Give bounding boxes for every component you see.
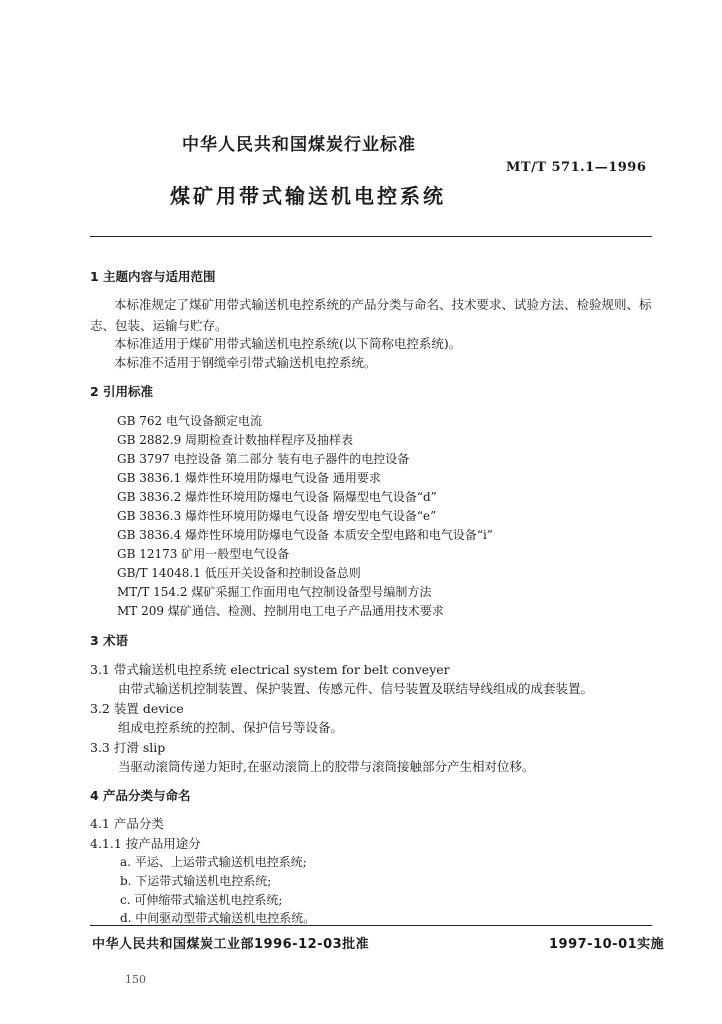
footer-divider (90, 925, 652, 926)
section-1-heading: 1 主题内容与适用范围 (90, 269, 216, 284)
reference-item: GB 12173 矿用一般型电气设备 (117, 547, 290, 561)
section-1-para-3: 本标准不适用于钢缆牵引带式输送机电控系统。 (114, 355, 377, 370)
term-3-definition: 当驱动滚筒传递力矩时,在驱动滚筒上的胶带与滚筒接触部分产生相对位移。 (118, 759, 535, 774)
term-3-heading: 3.3 打滑 slip (90, 740, 166, 755)
reference-item: GB/T 14048.1 低压开关设备和控制设备总则 (117, 566, 361, 580)
approval-statement: 中华人民共和国煤炭工业部1996-12-03批准 (92, 937, 370, 952)
reference-item: GB 3836.4 爆炸性环境用防爆电气设备 本质安全型电路和电气设备“i” (117, 528, 493, 542)
term-1-heading: 3.1 带式输送机电控系统 electrical system for belt conveyer (90, 662, 450, 677)
reference-item: GB 3797 电控设备 第二部分 装有电子器件的电控设备 (117, 452, 410, 466)
reference-item: GB 3836.1 爆炸性环境用防爆电气设备 通用要求 (117, 471, 381, 485)
section-1-para-1-line-1: 本标准规定了煤矿用带式输送机电控系统的产品分类与命名、技术要求、试验方法、检验规则、标 (114, 297, 652, 312)
term-2-definition: 组成电控系统的控制、保护信号等设备。 (118, 720, 344, 735)
list-item: a. 平运、上运带式输送机电控系统; (120, 855, 307, 869)
implementation-date: 1997-10-01实施 (549, 937, 665, 952)
subsection-4-1: 4.1 产品分类 (90, 816, 164, 831)
section-1-para-2: 本标准适用于煤矿用带式输送机电控系统(以下简称电控系统)。 (114, 336, 462, 351)
list-item: b. 下运带式输送机电控系统; (120, 874, 272, 888)
list-item: d. 中间驱动型带式输送机电控系统。 (120, 911, 316, 925)
reference-item: GB 3836.3 爆炸性环境用防爆电气设备 增安型电气设备“e” (117, 509, 437, 523)
subsection-4-1-1: 4.1.1 按产品用途分 (90, 836, 201, 851)
list-item: c. 可伸缩带式输送机电控系统; (120, 893, 283, 907)
document-title: 煤矿用带式输送机电控系统 (170, 184, 446, 208)
term-2-heading: 3.2 装置 device (90, 701, 184, 716)
term-1-definition: 由带式输送机控制装置、保护装置、传感元件、信号装置及联结导线组成的成套装置。 (118, 681, 594, 696)
section-2-heading: 2 引用标准 (90, 384, 154, 399)
org-title: 中华人民共和国煤炭行业标准 (182, 135, 416, 155)
section-1-para-1-line-2: 志、包装、运输与贮存。 (90, 318, 228, 333)
reference-item: GB 3836.2 爆炸性环境用防爆电气设备 隔爆型电气设备“d” (117, 490, 437, 504)
reference-item: MT 209 煤矿通信、检测、控制用电工电子产品通用技术要求 (117, 604, 444, 618)
section-3-heading: 3 术语 (90, 633, 129, 648)
standard-number: MT/T 571.1—1996 (506, 160, 647, 175)
section-4-heading: 4 产品分类与命名 (90, 788, 191, 803)
reference-item: GB 762 电气设备额定电流 (117, 414, 262, 428)
reference-item: GB 2882.9 周期检查计数抽样程序及抽样表 (117, 433, 354, 447)
reference-item: MT/T 154.2 煤矿采掘工作面用电气控制设备型号编制方法 (117, 585, 432, 599)
page-number: 150 (125, 973, 146, 986)
header-divider (90, 236, 652, 237)
